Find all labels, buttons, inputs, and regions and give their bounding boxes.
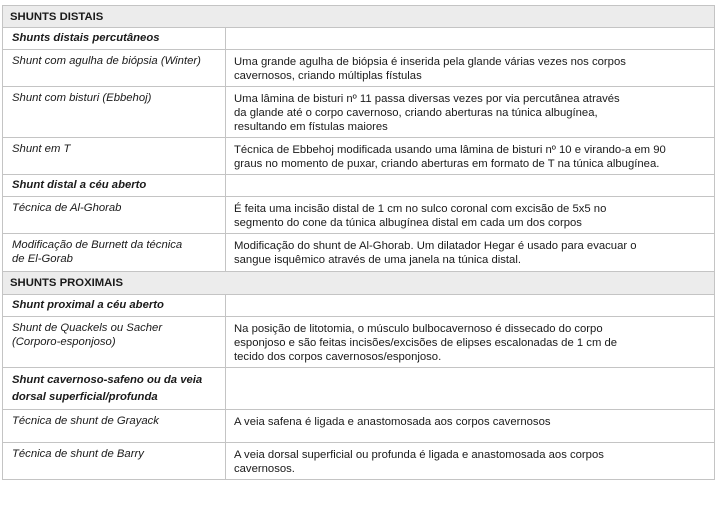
table-row <box>3 50 715 87</box>
technique-name <box>3 87 226 138</box>
technique-description <box>226 138 715 175</box>
section-header-row <box>3 272 715 295</box>
group-header-row <box>3 28 715 50</box>
group-heading-empty <box>226 295 715 317</box>
technique-description <box>226 443 715 480</box>
group-header-row <box>3 295 715 317</box>
technique-description-line: tecido dos corpos cavernosos/esponjoso. <box>234 351 442 363</box>
technique-name-line: Técnica de Al-Ghorab <box>12 202 122 214</box>
technique-name <box>3 50 226 87</box>
technique-description-line: É feita uma incisão distal de 1 cm no sulco coronal com excisão de 5x5 no <box>234 203 607 215</box>
technique-description <box>226 234 715 272</box>
group-heading-empty <box>226 368 715 410</box>
group-heading-text: Shunt proximal a céu aberto <box>12 298 164 311</box>
technique-name <box>3 317 226 368</box>
technique-description-line: da glande até o corpo cavernoso, criando aberturas na túnica albugínea, <box>234 107 598 119</box>
technique-description <box>226 410 715 443</box>
technique-description-line: A veia dorsal superficial ou profunda é ligada e anastomosada aos corpos <box>234 449 604 461</box>
group-heading-empty <box>226 175 715 197</box>
technique-description <box>226 197 715 234</box>
technique-description-line: Uma grande agulha de biópsia é inserida pela glande várias vezes nos corpos <box>234 56 626 68</box>
group-heading <box>3 368 226 410</box>
technique-name-line: Técnica de shunt de Grayack <box>12 415 159 427</box>
section-title: SHUNTS PROXIMAIS <box>3 272 715 295</box>
group-heading-text: Shunt cavernoso-safeno ou da veia dorsal superficial/profunda <box>12 374 203 403</box>
table-row <box>3 317 715 368</box>
technique-description-line: resultando em fístulas maiores <box>234 121 388 133</box>
table-row <box>3 410 715 443</box>
group-header-row <box>3 175 715 197</box>
group-heading <box>3 28 226 50</box>
technique-name-line: Modificação de Burnett da técnica <box>12 239 183 251</box>
technique-description-line: sangue isquêmico através de uma janela na túnica distal. <box>234 254 521 266</box>
technique-name-line: Shunt com bisturi (Ebbehoj) <box>12 92 152 104</box>
technique-name-line: (Corporo-esponjoso) <box>12 336 116 348</box>
group-heading-text: Shunts distais percutâneos <box>12 31 160 44</box>
technique-name-line: Shunt de Quackels ou Sacher <box>12 322 163 334</box>
technique-description <box>226 317 715 368</box>
table-row <box>3 197 715 234</box>
technique-name-line: de El-Gorab <box>12 253 73 265</box>
technique-name <box>3 197 226 234</box>
section-header-row <box>3 6 715 28</box>
group-heading <box>3 175 226 197</box>
technique-description-line: segmento do cone da túnica albugínea distal em cada um dos corpos <box>234 217 582 229</box>
technique-name <box>3 443 226 480</box>
technique-description-line: Na posição de litotomia, o músculo bulbocavernoso é dissecado do corpo <box>234 323 603 335</box>
technique-description-line: cavernosos, criando múltiplas fístulas <box>234 70 422 82</box>
technique-description <box>226 50 715 87</box>
table-row <box>3 138 715 175</box>
technique-description-line: cavernosos. <box>234 463 295 475</box>
shunts-table <box>2 5 715 480</box>
technique-description-line: Uma lâmina de bisturi nº 11 passa diversas vezes por via percutânea através <box>234 93 620 105</box>
technique-description-line: graus no momento de puxar, criando aberturas em formato de T na túnica albugínea. <box>234 158 660 170</box>
technique-description-line: Modificação do shunt de Al-Ghorab. Um dilatador Hegar é usado para evacuar o <box>234 240 637 252</box>
technique-name <box>3 410 226 443</box>
group-heading <box>3 295 226 317</box>
technique-description-line: Técnica de Ebbehoj modificada usando uma lâmina de bisturi nº 10 e virando-a em 90 <box>234 144 666 156</box>
technique-description <box>226 87 715 138</box>
group-header-row <box>3 368 715 410</box>
technique-description-line: A veia safena é ligada e anastomosada aos corpos cavernosos <box>234 416 551 428</box>
table-row <box>3 443 715 480</box>
technique-name-line: Técnica de shunt de Barry <box>12 448 144 460</box>
section-title: SHUNTS DISTAIS <box>3 6 715 28</box>
technique-name <box>3 138 226 175</box>
group-heading-text: Shunt distal a céu aberto <box>12 178 147 191</box>
group-heading-empty <box>226 28 715 50</box>
technique-name-line: Shunt em T <box>12 143 71 155</box>
table-row <box>3 87 715 138</box>
table-row <box>3 234 715 272</box>
technique-name <box>3 234 226 272</box>
technique-description-line: esponjoso e são feitas incisões/excisões de elipses escalonadas de 1 cm de <box>234 337 618 349</box>
technique-name-line: Shunt com agulha de biópsia (Winter) <box>12 55 201 67</box>
